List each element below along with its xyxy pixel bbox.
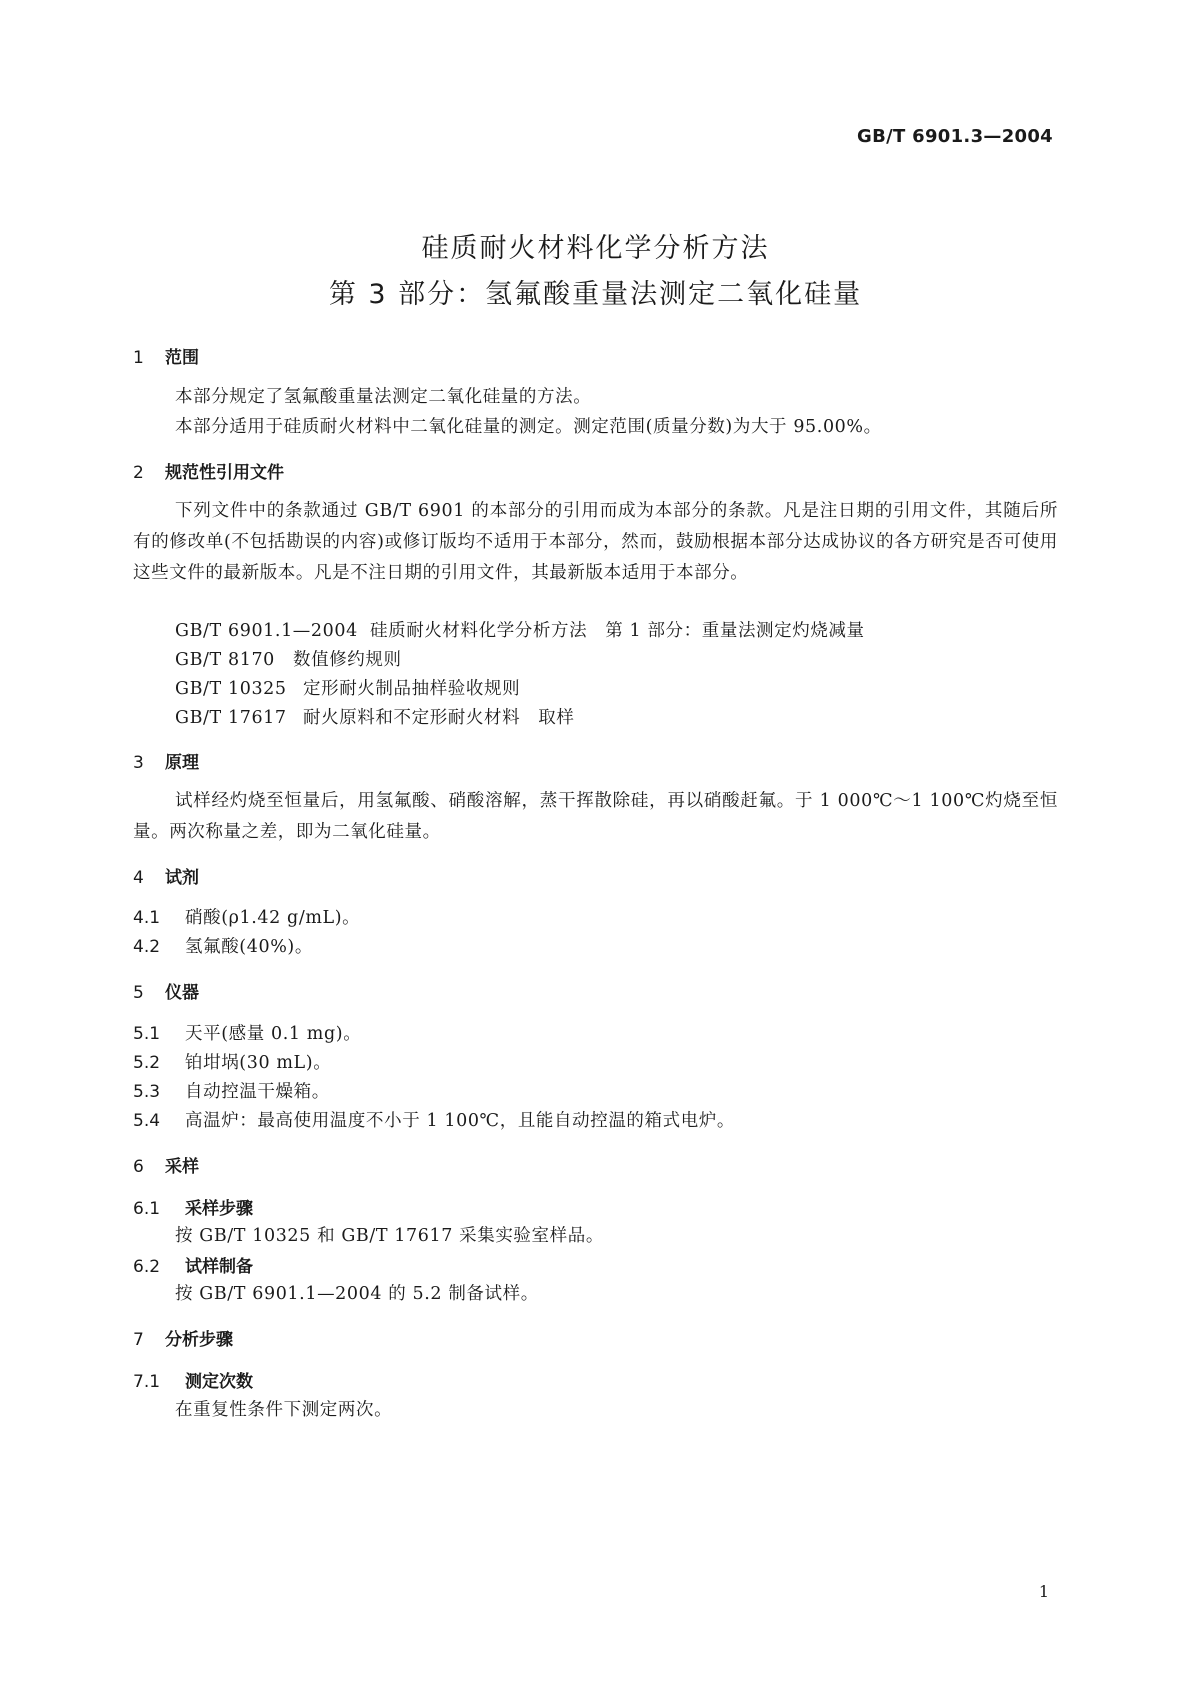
section-heading-5 [133,978,199,1003]
reference-title: 硅质耐火材料化学分析方法 第 1 部分：重量法测定灼烧减量 [370,621,865,641]
clause-number: 6.2 [133,1257,161,1277]
reference-code: GB/T 8170 [175,650,275,670]
clause-number: 6.1 [133,1199,161,1219]
list-item [133,904,360,929]
subsection-title: 采样步骤 [185,1199,253,1219]
reference-item [175,704,575,729]
clause-number: 4.2 [133,937,161,957]
section-number: 4 [133,868,144,888]
section-title: 试剂 [165,868,199,888]
section-number: 3 [133,753,144,773]
subsection-title: 试样制备 [185,1257,253,1277]
list-item [133,1020,361,1045]
clause-text: 天平(感量 0.1 mg)。 [185,1024,362,1044]
paragraph: 按 GB/T 6901.1—2004 的 5.2 制备试样。 [175,1284,539,1304]
section-title: 分析步骤 [165,1330,233,1350]
standard-code: GB/T 6901.3—2004 [857,126,1053,147]
reference-code: GB/T 6901.1—2004 [175,621,358,641]
subsection-heading [133,1367,253,1392]
reference-title: 耐火原料和不定形耐火材料 取样 [303,708,575,728]
reference-title: 定形耐火制品抽样验收规则 [303,679,521,699]
list-item [133,1107,735,1132]
clause-number: 5.2 [133,1053,161,1073]
section-number: 7 [133,1330,144,1350]
clause-number: 4.1 [133,908,161,928]
clause-text: 高温炉：最高使用温度不小于 1 100℃，且能自动控温的箱式电炉。 [185,1111,736,1131]
paragraph: 在重复性条件下测定两次。 [175,1400,393,1420]
section-heading-7 [133,1325,233,1350]
subsection-heading [133,1252,253,1277]
section-number: 2 [133,463,144,483]
reference-item [175,675,520,700]
section-title: 仪器 [165,983,199,1003]
clause-text: 氢氟酸(40%)。 [185,937,313,957]
section-title: 原理 [165,753,199,773]
section-number: 1 [133,348,144,368]
section-number: 6 [133,1157,144,1177]
clause-text: 铂坩埚(30 mL)。 [185,1053,332,1073]
reference-title: 数值修约规则 [293,650,402,670]
paragraph: 下列文件中的条款通过 GB/T 6901 的本部分的引用而成为本部分的条款。凡是注日期的引用文件，其随后所有的修改单(不包括勘误的内容)或修订版均不适用于本部分，然而，鼓励根据本部分达成协议的各方研究是否可使用这些文件的最新版本。凡是不注日期的引用文件，其最新版本适用于本部分。 [133,501,1058,583]
section-title: 采样 [165,1157,199,1177]
reference-code: GB/T 17617 [175,708,287,728]
list-item [133,1049,331,1074]
paragraph: 试样经灼烧至恒量后，用氢氟酸、硝酸溶解，蒸干挥散除硅，再以硝酸赶氟。于 1 000℃～1 100℃灼烧至恒量。两次称量之差，即为二氧化硅量。 [133,791,1058,842]
reference-item [175,617,865,642]
clause-number: 7.1 [133,1372,161,1392]
document-title-line2: 第 3 部分：氢氟酸重量法测定二氧化硅量 [328,279,863,310]
clause-number: 5.1 [133,1024,161,1044]
subsection-title: 测定次数 [185,1372,253,1392]
clause-text: 硝酸(ρ1.42 g/mL)。 [185,908,361,928]
subsection-heading [133,1194,253,1219]
clause-text: 自动控温干燥箱。 [185,1082,330,1102]
section-heading-4 [133,863,199,888]
paragraph: 按 GB/T 10325 和 GB/T 17617 采集实验室样品。 [175,1226,604,1246]
section-title: 范围 [165,348,199,368]
list-item [133,1078,330,1103]
clause-number: 5.4 [133,1111,161,1131]
section-heading-6 [133,1152,199,1177]
section-title: 规范性引用文件 [165,463,284,483]
clause-number: 5.3 [133,1082,161,1102]
page-number: 1 [1038,1582,1049,1601]
document-title-line1: 硅质耐火材料化学分析方法 [421,233,770,264]
reference-item [175,646,402,671]
section-heading-1 [133,343,199,368]
paragraph: 本部分适用于硅质耐火材料中二氧化硅量的测定。测定范围(质量分数)为大于 95.00%。 [175,417,882,437]
section-heading-3 [133,748,199,773]
list-item [133,933,313,958]
section-heading-2 [133,458,284,483]
paragraph: 本部分规定了氢氟酸重量法测定二氧化硅量的方法。 [175,387,592,407]
reference-code: GB/T 10325 [175,679,287,699]
section-number: 5 [133,983,144,1003]
